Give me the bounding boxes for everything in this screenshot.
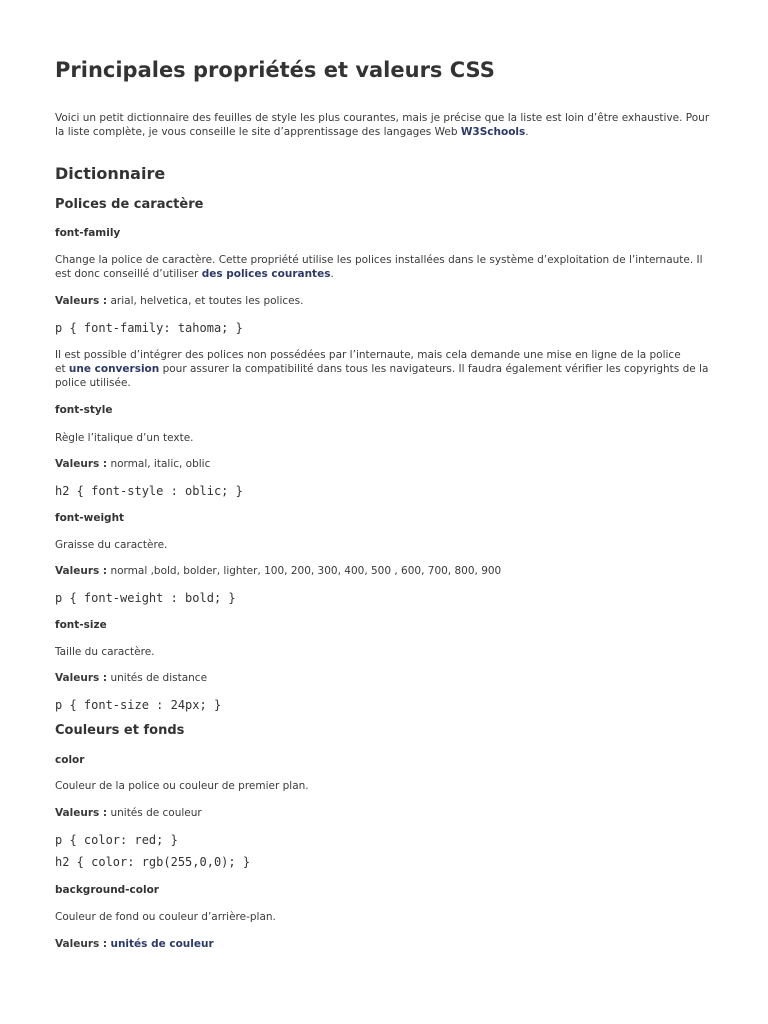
background-color-desc: Couleur de fond ou couleur d’arrière-plan. bbox=[55, 911, 276, 923]
intro-line-2-text: la liste complète, je vous conseille le site d’apprentissage des langages Web bbox=[55, 126, 461, 138]
color-units-link[interactable]: unités de couleur bbox=[110, 938, 214, 950]
values-label: Valeurs : bbox=[55, 458, 108, 470]
intro-line-2-end: . bbox=[525, 126, 529, 138]
note-text-start: et bbox=[55, 363, 69, 375]
colors-section-heading: Couleurs et fonds bbox=[55, 723, 185, 738]
font-family-desc-line-1: Change la police de caractère. Cette propriété utilise les polices installées dans le système d’exploitation de l’internaute. Il bbox=[55, 254, 703, 266]
color-code-2: h2 { color: rgb(255,0,0); } bbox=[55, 855, 251, 869]
font-weight-term: font-weight bbox=[55, 512, 125, 524]
values-text: unités de couleur bbox=[107, 807, 202, 819]
values-text: unités de distance bbox=[107, 672, 208, 684]
fonts-section-heading: Polices de caractère bbox=[55, 197, 204, 212]
intro-paragraph bbox=[55, 111, 709, 125]
values-label: Valeurs : bbox=[55, 672, 108, 684]
font-size-values bbox=[55, 671, 207, 685]
font-style-term: font-style bbox=[55, 404, 113, 416]
values-label: Valeurs : bbox=[55, 295, 108, 307]
values-label: Valeurs : bbox=[55, 807, 108, 819]
color-term: color bbox=[55, 754, 85, 766]
font-family-term: font-family bbox=[55, 227, 121, 239]
note-text-end: pour assurer la compatibilité dans tous les navigateurs. Il faudra également vérifier les copyrights de la bbox=[159, 363, 709, 375]
font-style-desc: Règle l’italique d’un texte. bbox=[55, 432, 194, 444]
font-size-term: font-size bbox=[55, 619, 107, 631]
dictionary-heading: Dictionnaire bbox=[55, 164, 166, 183]
common-fonts-link[interactable]: des polices courantes bbox=[201, 268, 331, 280]
values-text: normal, italic, oblic bbox=[107, 458, 211, 470]
font-weight-desc: Graisse du caractère. bbox=[55, 539, 168, 551]
color-code-1: p { color: red; } bbox=[55, 833, 178, 847]
background-color-term: background-color bbox=[55, 884, 159, 896]
values-label: Valeurs : bbox=[55, 938, 108, 950]
w3schools-link[interactable]: W3Schools bbox=[460, 126, 526, 138]
values-text: arial, helvetica, et toutes les polices. bbox=[107, 295, 304, 307]
page-title: Principales propriétés et valeurs CSS bbox=[55, 58, 495, 82]
font-style-values bbox=[55, 457, 210, 471]
font-family-desc-end: . bbox=[330, 268, 334, 280]
font-weight-values bbox=[55, 564, 501, 578]
font-family-note-line-1: Il est possible d’intégrer des polices non possédées par l’internaute, mais cela demande une mise en ligne de la police bbox=[55, 349, 681, 361]
font-family-note-line-3: police utilisée. bbox=[55, 377, 131, 389]
font-family-code: p { font-family: tahoma; } bbox=[55, 321, 243, 335]
font-family-values bbox=[55, 294, 303, 308]
intro-paragraph-line-2 bbox=[55, 125, 529, 139]
color-values bbox=[55, 806, 202, 820]
intro-line-1: Voici un petit dictionnaire des feuilles de style les plus courantes, mais je précise que la liste est loin d’être exhaustive. Pour bbox=[55, 112, 710, 124]
font-weight-code: p { font-weight : bold; } bbox=[55, 591, 236, 605]
font-family-desc-line-2 bbox=[55, 267, 334, 281]
font-size-desc: Taille du caractère. bbox=[55, 646, 155, 658]
font-family-note-line-2 bbox=[55, 362, 708, 376]
color-desc: Couleur de la police ou couleur de premier plan. bbox=[55, 780, 309, 792]
font-size-code: p { font-size : 24px; } bbox=[55, 698, 222, 712]
conversion-link[interactable]: une conversion bbox=[68, 363, 160, 375]
font-style-code: h2 { font-style : oblic; } bbox=[55, 484, 243, 498]
font-family-desc-text: est donc conseillé d’utiliser bbox=[55, 268, 202, 280]
values-text: normal ,bold, bolder, lighter, 100, 200, 300, 400, 500 , 600, 700, 800, 900 bbox=[107, 565, 502, 577]
background-color-values bbox=[55, 937, 214, 951]
values-label: Valeurs : bbox=[55, 565, 108, 577]
